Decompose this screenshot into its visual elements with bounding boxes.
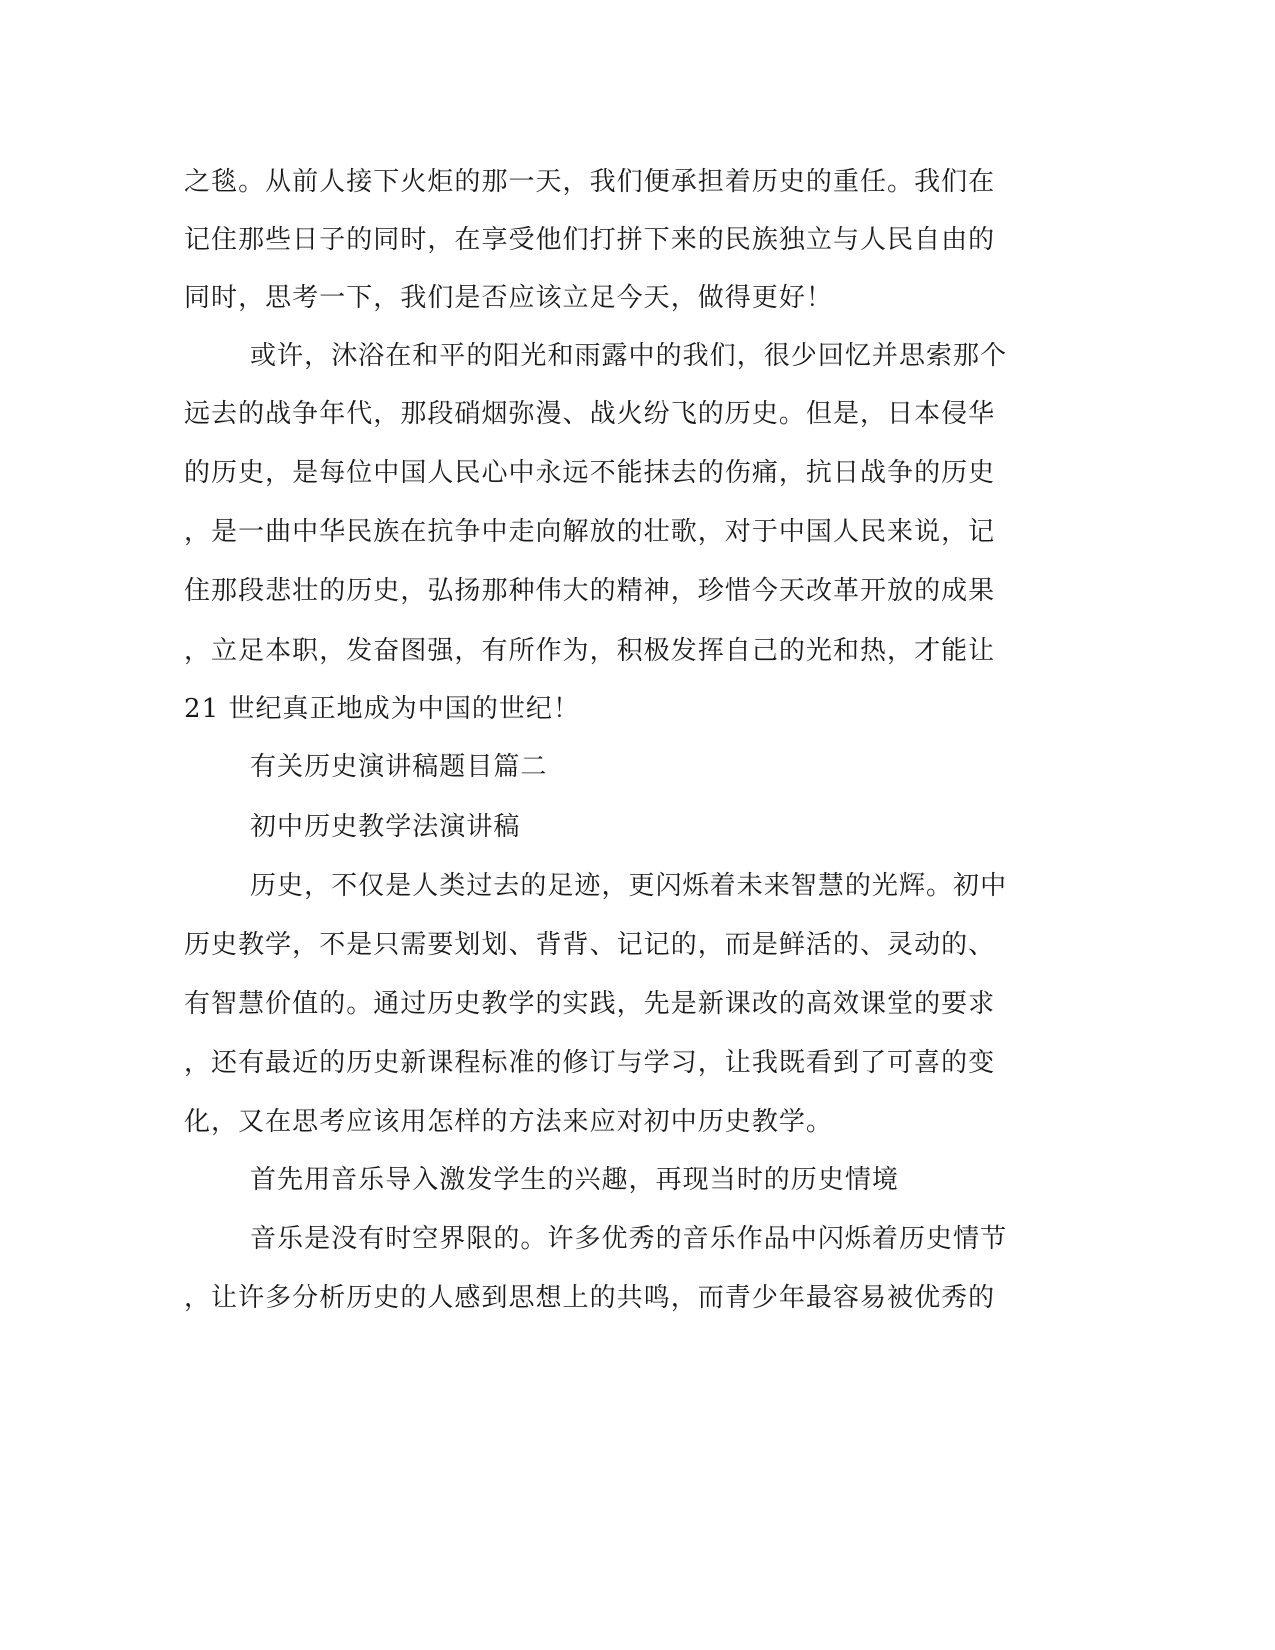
text-line: 历史教学，不是只需要划划、背背、记记的，而是鲜活的、灵动的、: [184, 930, 996, 960]
text-line: 有智慧价值的。通过历史教学的实践，先是新课改的高效课堂的要求: [184, 989, 996, 1019]
text-line: 之毯。从前人接下火炬的那一天，我们便承担着历史的重任。我们在: [184, 167, 996, 197]
section-subheading: 初中历史教学法演讲稿: [250, 812, 521, 842]
text-line: 首先用音乐导入激发学生的兴趣，再现当时的历史情境: [250, 1165, 899, 1195]
text-line: ，还有最近的历史新课程标准的修订与学习，让我既看到了可喜的变: [184, 1048, 996, 1078]
text-line: 住那段悲壮的历史，弘扬那种伟大的精神，珍惜今天改革开放的成果: [184, 576, 996, 606]
text-line: 音乐是没有时空界限的。许多优秀的音乐作品中闪烁着历史情节: [250, 1224, 1008, 1254]
text-line: 或许，沐浴在和平的阳光和雨露中的我们，很少回忆并思索那个: [250, 341, 1008, 371]
text-line: ，是一曲中华民族在抗争中走向解放的壮歌，对于中国人民来说，记: [184, 517, 996, 547]
text-line: 化，又在思考应该用怎样的方法来应对初中历史教学。: [184, 1107, 833, 1137]
text-line: 的历史，是每位中国人民心中永远不能抹去的伤痛，抗日战争的历史: [184, 458, 996, 488]
text-line: 远去的战争年代，那段硝烟弥漫、战火纷飞的历史。但是，日本侵华: [184, 399, 996, 429]
text-line: ，让许多分析历史的人感到思想上的共鸣，而青少年最容易被优秀的: [184, 1283, 996, 1313]
text-line: 历史，不仅是人类过去的足迹，更闪烁着未来智慧的光辉。初中: [250, 871, 1008, 901]
text-line: ，立足本职，发奋图强，有所作为，积极发挥自己的光和热，才能让: [184, 636, 996, 666]
text-line: 记住那些日子的同时，在享受他们打拼下来的民族独立与人民自由的: [184, 225, 996, 255]
section-heading: 有关历史演讲稿题目篇二: [250, 752, 548, 782]
text-line: 同时，思考一下，我们是否应该立足今天，做得更好！: [184, 283, 833, 313]
text-line: 21 世纪真正地成为中国的世纪！: [184, 694, 580, 724]
